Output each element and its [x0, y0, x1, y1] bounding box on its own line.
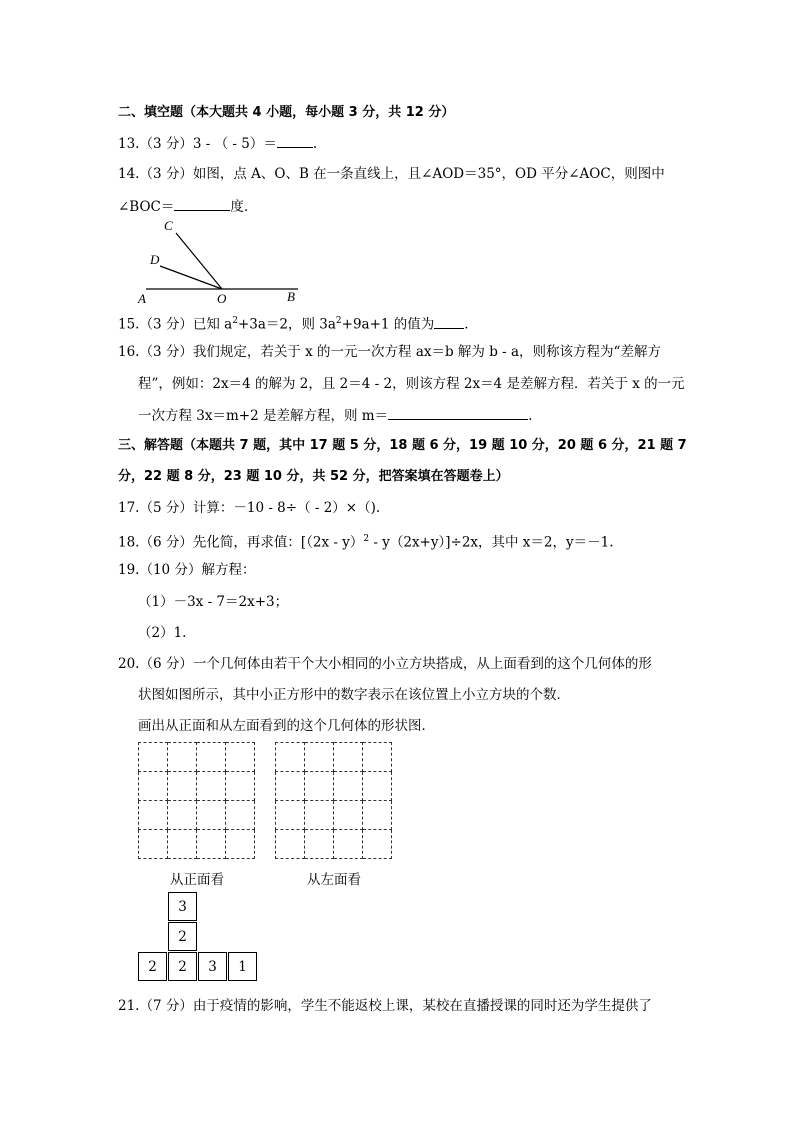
top-view-cell: 3 — [168, 892, 197, 921]
question-19-part-2: （2）1. — [138, 625, 187, 641]
label-b: B — [287, 289, 295, 304]
question-19-title: 19.（10 分）解方程： — [118, 562, 256, 578]
answer-blank-16[interactable] — [388, 406, 528, 420]
question-15-exp-1: 2 — [232, 316, 238, 326]
label-c: C — [164, 218, 173, 233]
question-13 — [118, 134, 317, 153]
label-d: D — [150, 252, 160, 267]
answer-blank-15[interactable] — [434, 315, 464, 329]
question-14-angle: ∠BOC＝ — [118, 199, 175, 215]
question-20-line1: 20.（6 分）一个几何体由若干个大小相同的小立方块搭成，从上面看到的这个几何体的形 — [118, 656, 652, 672]
question-18 — [118, 530, 614, 552]
question-20-line3: 画出从正面和从左面看到的这个几何体的形状图． — [138, 718, 435, 734]
answer-blank-14[interactable] — [174, 197, 230, 211]
question-13-text: 13.（3 分）3 - （ - 5）＝ — [118, 136, 277, 152]
question-15-part-c: +9a+1 的值为 — [341, 316, 435, 333]
caption-left-view: 从左面看 — [307, 872, 361, 888]
question-16-end: . — [528, 408, 533, 424]
label-a: A — [138, 291, 146, 306]
question-18-exp: 2 — [363, 534, 370, 544]
question-15-end: . — [464, 316, 469, 333]
front-view-grid[interactable] — [138, 742, 255, 859]
top-view-cell: 2 — [138, 952, 167, 981]
top-view-cell: 2 — [168, 922, 197, 951]
question-21-line1: 21.（7 分）由于疫情的影响，学生不能返校上课，某校在直播授课的同时还为学生提供了 — [118, 998, 652, 1014]
label-o: O — [217, 291, 227, 306]
section-title-answer-1: 三、解答题（本题共 7 题，其中 17 题 5 分，18 题 6 分，19 题 10 分，20 题 6 分，21 题 7 — [118, 438, 687, 453]
question-16-line1: 16.（3 分）我们规定，若关于 x 的一元一次方程 ax＝b 解为 b - a，则称该方程为“差解方 — [118, 344, 661, 360]
question-19-part-1: （1）－3x - 7＝2x+3； — [138, 594, 289, 610]
question-14-unit: 度. — [230, 199, 249, 215]
question-16-line3-text: 一次方程 3x＝m+2 是差解方程，则 m＝ — [138, 408, 389, 424]
question-14-line1: 14.（3 分）如图，点 A、O、B 在一条直线上，且∠AOD＝35°，OD 平分∠AOC，则图中 — [118, 166, 665, 182]
question-18-part-b: - y（2x+y）]÷2x，其中 x＝2，y＝－1. — [369, 534, 614, 551]
question-15-part-a: 15.（3 分）已知 a — [118, 316, 233, 333]
angle-figure — [132, 214, 312, 306]
section-title-answer-2: 分，22 题 8 分，23 题 10 分，共 52 分，把答案填在答题卷上） — [118, 469, 509, 484]
answer-blank-13[interactable] — [277, 134, 313, 148]
left-view-grid[interactable] — [275, 742, 392, 859]
question-15-exp-2: 2 — [335, 316, 342, 326]
question-20-line2: 状图如图所示，其中小正方形中的数字表示在该位置上小立方块的个数． — [138, 687, 570, 703]
question-15-part-b: +3a＝2，则 3a — [237, 316, 336, 333]
caption-front-view: 从正面看 — [170, 872, 224, 888]
question-15 — [118, 312, 469, 334]
top-view-cell: 3 — [198, 952, 227, 981]
question-16-line3 — [138, 406, 532, 425]
question-18-part-a: 18.（6 分）先化简，再求值：[（2x - y） — [118, 534, 364, 551]
section-title-fill-in: 二、填空题（本大题共 4 小题，每小题 3 分，共 12 分） — [118, 105, 455, 120]
top-view-cell: 1 — [228, 952, 257, 981]
question-17: 17.（5 分）计算：－10 - 8÷（ - 2）×（). — [118, 500, 381, 516]
question-16-line2: 程”，例如：2x＝4 的解为 2，且 2＝4 - 2，则该方程 2x＝4 是差解方程．若关于 x 的一元 — [138, 376, 685, 392]
question-13-end: . — [312, 136, 318, 152]
top-view-cell: 2 — [168, 952, 197, 981]
